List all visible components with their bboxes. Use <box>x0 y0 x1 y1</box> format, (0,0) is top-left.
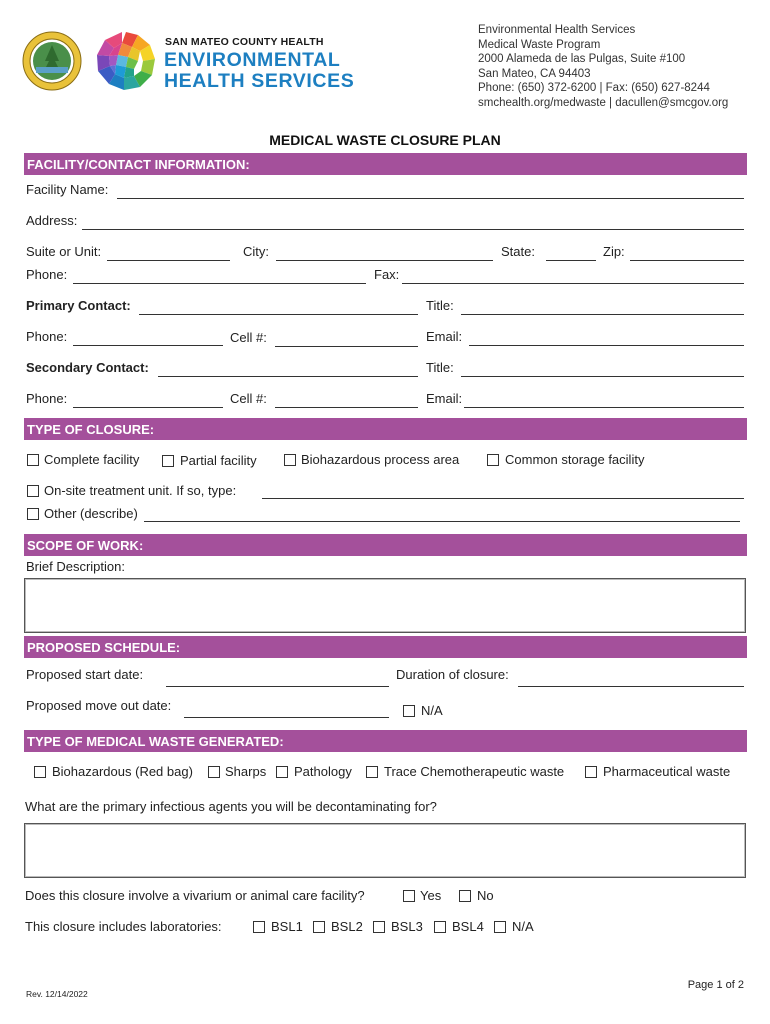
vivarium-no-label: No <box>477 888 494 903</box>
secondary-cell-field[interactable] <box>275 407 418 408</box>
zip-label: Zip: <box>603 244 625 259</box>
schedule-na-checkbox[interactable] <box>403 705 415 717</box>
other-describe-label: (describe) <box>80 506 138 521</box>
primary-cell-label: Cell #: <box>230 330 267 345</box>
web-email: smchealth.org/medwaste | dacullen@smcgov.org <box>478 96 729 109</box>
primary-phone-field[interactable] <box>73 345 223 346</box>
duration-label: Duration of closure: <box>396 667 509 682</box>
other-checkbox[interactable] <box>27 508 39 520</box>
vivarium-question: Does this closure involve a vivarium or animal care facility? <box>25 888 365 903</box>
pathology-label: Pathology <box>294 764 352 779</box>
phone-field[interactable] <box>73 283 366 284</box>
section-heading-closure: TYPE OF CLOSURE: <box>24 418 747 440</box>
section-heading-scope: SCOPE OF WORK: <box>24 534 747 556</box>
sharps-label: Sharps <box>225 764 267 779</box>
primary-cell-field[interactable] <box>275 346 418 347</box>
onsite-treatment-checkbox[interactable] <box>27 485 39 497</box>
secondary-contact-field[interactable] <box>158 376 418 377</box>
primary-email-label: Email: <box>426 329 463 344</box>
biohazard-area-checkbox[interactable] <box>284 454 296 466</box>
complete-facility-checkbox[interactable] <box>27 454 39 466</box>
zip-field[interactable] <box>630 260 744 261</box>
section-heading-facility: FACILITY/CONTACT INFORMATION: <box>24 153 747 175</box>
partial-facility-checkbox[interactable] <box>162 455 174 467</box>
secondary-email-label: Email: <box>426 391 463 406</box>
labs-na-checkbox[interactable] <box>494 921 506 933</box>
start-date-label: Proposed start date: <box>26 667 144 682</box>
primary-contact-field[interactable] <box>139 314 418 315</box>
chemo-checkbox[interactable] <box>366 766 378 778</box>
bsl4-checkbox[interactable] <box>434 921 446 933</box>
address-line-1: 2000 Alameda de las Pulgas, Suite #100 <box>478 53 686 65</box>
other-describe-field[interactable] <box>144 521 740 522</box>
bsl3-label: BSL3 <box>391 919 423 934</box>
move-out-date-label: Proposed move out date: <box>26 698 172 713</box>
onsite-type-field[interactable] <box>262 498 744 499</box>
vivarium-yes-checkbox[interactable] <box>403 890 415 902</box>
vivarium-no-checkbox[interactable] <box>459 890 471 902</box>
red-bag-label: Biohazardous (Red bag) <box>52 764 193 779</box>
org-name-line1: ENVIRONMENTAL <box>164 49 341 71</box>
page-number: Page 1 of 2 <box>687 979 744 991</box>
revision-date: Rev. 12/14/2022 <box>26 989 88 999</box>
state-label: State: <box>501 244 535 259</box>
pathology-checkbox[interactable] <box>276 766 288 778</box>
page-title: MEDICAL WASTE CLOSURE PLAN <box>269 132 501 148</box>
pharma-label: Pharmaceutical waste <box>603 764 731 779</box>
common-storage-label: Common storage facility <box>505 452 645 467</box>
bsl4-label: BSL4 <box>452 919 484 934</box>
section-heading-schedule: PROPOSED SCHEDULE: <box>24 636 747 658</box>
brief-description-label: Brief Description: <box>26 559 125 574</box>
move-out-date-field[interactable] <box>184 717 389 718</box>
schedule-na-label: N/A <box>421 703 443 718</box>
primary-title-label: Title: <box>426 298 454 313</box>
fax-field[interactable] <box>402 283 744 284</box>
complete-facility-label: Complete facility <box>44 452 140 467</box>
labs-na-label: N/A <box>512 919 534 934</box>
facility-name-field[interactable] <box>117 198 744 199</box>
duration-field[interactable] <box>518 686 744 687</box>
secondary-phone-label: Phone: <box>26 391 68 406</box>
address-label: Address: <box>26 213 78 228</box>
facility-name-label: Facility Name: <box>26 182 109 197</box>
secondary-title-label: Title: <box>426 360 454 375</box>
bsl1-checkbox[interactable] <box>253 921 265 933</box>
onsite-treatment-label: On-site treatment unit. If so, type: <box>44 483 237 498</box>
secondary-contact-label: Secondary Contact: <box>26 360 149 375</box>
primary-phone-label: Phone: <box>26 329 68 344</box>
section-heading-waste: TYPE OF MEDICAL WASTE GENERATED: <box>24 730 747 752</box>
chemo-label: Trace Chemotherapeutic waste <box>384 764 565 779</box>
secondary-title-field[interactable] <box>461 376 744 377</box>
fax-label: Fax: <box>374 267 400 282</box>
city-label: City: <box>243 244 269 259</box>
biohazard-area-label: Biohazardous process area <box>301 452 460 467</box>
partial-facility-label: Partial facility <box>180 453 257 468</box>
primary-title-field[interactable] <box>461 314 744 315</box>
primary-email-field[interactable] <box>469 345 744 346</box>
labs-question: This closure includes laboratories: <box>25 919 222 934</box>
suite-field[interactable] <box>107 260 230 261</box>
infectious-agents-question: What are the primary infectious agents you will be decontaminating for? <box>25 799 437 814</box>
suite-label: Suite or Unit: <box>26 244 102 259</box>
red-bag-checkbox[interactable] <box>34 766 46 778</box>
bsl1-label: BSL1 <box>271 919 303 934</box>
primary-contact-label: Primary Contact: <box>26 298 131 313</box>
infectious-agents-textarea[interactable] <box>24 823 746 878</box>
pharma-checkbox[interactable] <box>585 766 597 778</box>
phone-fax: Phone: (650) 372-6200 | Fax: (650) 627-8244 <box>478 82 710 94</box>
bsl2-label: BSL2 <box>331 919 363 934</box>
other-label: Other <box>44 506 77 521</box>
state-field[interactable] <box>546 260 596 261</box>
sharps-checkbox[interactable] <box>208 766 220 778</box>
ehs-logo-mark <box>94 29 158 93</box>
address-field[interactable] <box>82 229 744 230</box>
phone-label: Phone: <box>26 267 68 282</box>
secondary-phone-field[interactable] <box>73 407 223 408</box>
common-storage-checkbox[interactable] <box>487 454 499 466</box>
brief-description-textarea[interactable] <box>24 578 746 633</box>
org-name-line2: HEALTH SERVICES <box>164 70 355 92</box>
start-date-field[interactable] <box>166 686 389 687</box>
address-line-2: San Mateo, CA 94403 <box>478 67 591 80</box>
org-name-top: SAN MATEO COUNTY HEALTH <box>165 36 324 48</box>
city-field[interactable] <box>276 260 493 261</box>
vivarium-yes-label: Yes <box>420 888 442 903</box>
dept-name: Environmental Health Services <box>478 24 636 36</box>
secondary-email-field[interactable] <box>464 407 744 408</box>
secondary-cell-label: Cell #: <box>230 391 267 406</box>
bsl2-checkbox[interactable] <box>313 921 325 933</box>
county-seal <box>22 31 82 91</box>
bsl3-checkbox[interactable] <box>373 921 385 933</box>
contact-block <box>478 23 728 110</box>
program-name: Medical Waste Program <box>478 38 601 51</box>
